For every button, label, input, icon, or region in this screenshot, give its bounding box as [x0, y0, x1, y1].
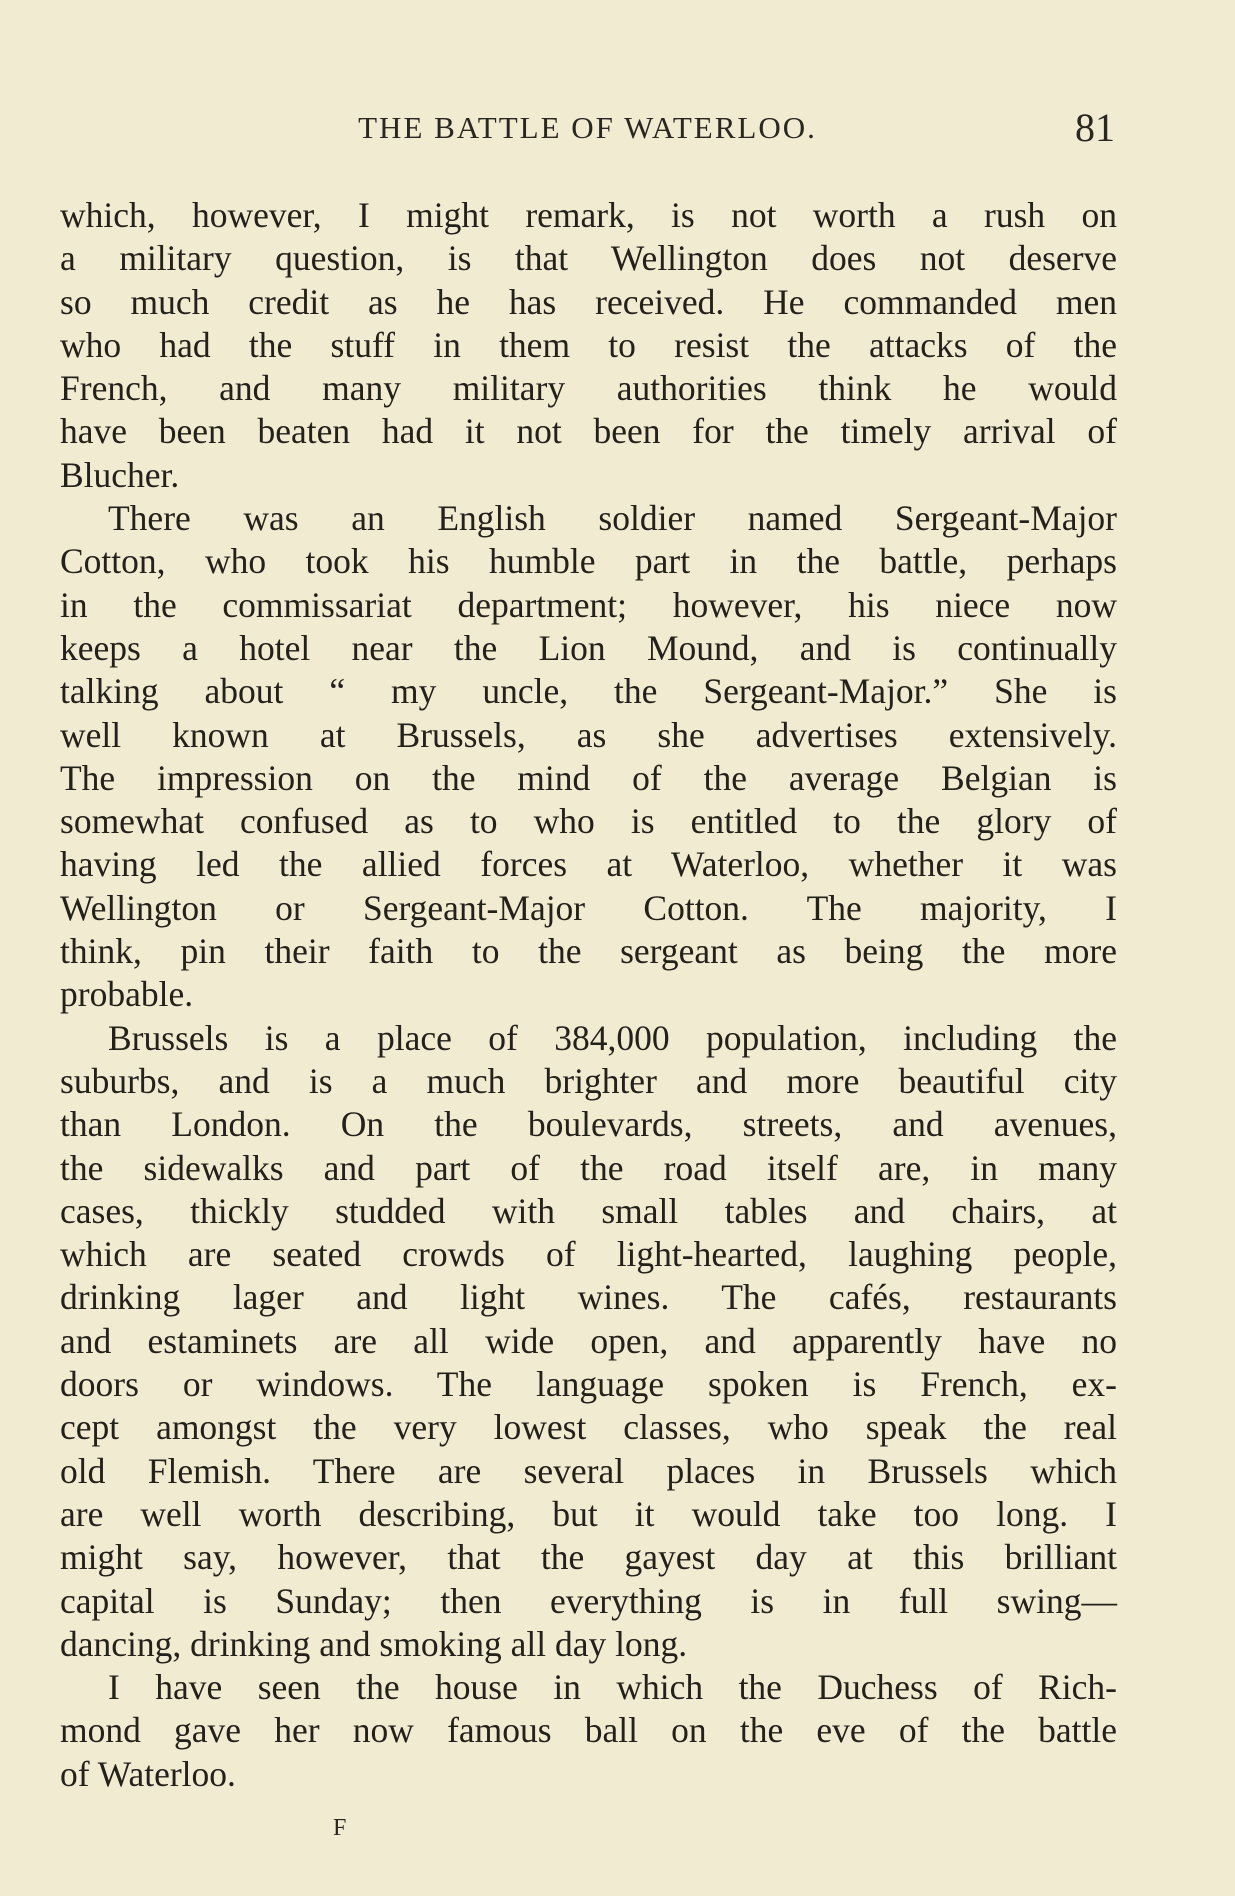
text-line: dancing, drinking and smoking all day long. [60, 1623, 688, 1664]
text-line: think, pin their faith to the sergeant as being the more [60, 931, 1117, 972]
signature-mark: F [333, 1815, 347, 1841]
text-line: having led the allied forces at Waterloo, whether it was [60, 844, 1117, 885]
text-line: capital is Sunday; then everything is in full swing— [60, 1580, 1117, 1621]
paragraph [60, 194, 1117, 497]
text-line: mond gave her now famous ball on the eve of the battle [60, 1710, 1117, 1751]
text-line: who had the stuff in them to resist the attacks of the [60, 324, 1117, 365]
text-line: and estaminets are all wide open, and apparently have no [60, 1320, 1117, 1361]
text-line: which, however, I might remark, is not worth a rush on [60, 195, 1117, 235]
text-line: suburbs, and is a much brighter and more beautiful city [60, 1060, 1117, 1101]
text-line: There was an English soldier named Sergeant-Major [108, 498, 1117, 539]
text-line: in the commissariat department; however, his niece now [60, 584, 1117, 625]
text-line: Wellington or Sergeant-Major Cotton. The majority, I [60, 887, 1117, 928]
text-line: Brussels is a place of 384,000 population, including the [108, 1017, 1117, 1058]
text-line: old Flemish. There are several places in Brussels which [60, 1450, 1117, 1491]
text-line: are well worth describing, but it would take too long. I [60, 1493, 1117, 1534]
text-line: the sidewalks and part of the road itself are, in many [60, 1147, 1117, 1188]
text-line: which are seated crowds of light-hearted, laughing people, [60, 1234, 1117, 1275]
text-line: somewhat confused as to who is entitled to the glory of [60, 801, 1117, 842]
paragraph [60, 1017, 1117, 1666]
text-line: might say, however, that the gayest day at this brilliant [60, 1537, 1117, 1578]
paragraph [60, 497, 1117, 1017]
text-line: doors or windows. The language spoken is French, ex- [60, 1364, 1117, 1405]
text-line: cases, thickly studded with small tables and chairs, at [60, 1190, 1117, 1231]
text-line: probable. [60, 974, 194, 1015]
page-number: 81 [1075, 105, 1115, 150]
text-line: Blucher. [60, 454, 180, 495]
text-line: of Waterloo. [60, 1753, 236, 1794]
page-header [60, 102, 1115, 152]
text-line: talking about “ my uncle, the Sergeant-Major.” She is [60, 671, 1117, 712]
text-line: a military question, is that Wellington does not deserve [60, 238, 1117, 279]
text-line: French, and many military authorities think he would [60, 368, 1117, 409]
text-line: than London. On the boulevards, streets, and avenues, [60, 1104, 1117, 1145]
text-line: drinking lager and light wines. The cafés, restaurants [60, 1277, 1117, 1318]
running-title: THE BATTLE OF WATERLOO. [358, 110, 817, 145]
text-line: Cotton, who took his humble part in the battle, perhaps [60, 541, 1117, 582]
text-line: well known at Brussels, as she advertises extensively. [60, 714, 1117, 755]
text-line: The impression on the mind of the average Belgian is [60, 757, 1117, 798]
text-line: so much credit as he has received. He commanded men [60, 281, 1117, 322]
text-line: have been beaten had it not been for the timely arrival of [60, 411, 1117, 452]
text-line: I have seen the house in which the Duchess of Rich- [108, 1667, 1117, 1708]
text-line: keeps a hotel near the Lion Mound, and is continually [60, 627, 1117, 668]
text-line: cept amongst the very lowest classes, who speak the real [60, 1407, 1117, 1448]
body-text [60, 194, 1117, 1796]
paragraph [60, 1666, 1117, 1796]
